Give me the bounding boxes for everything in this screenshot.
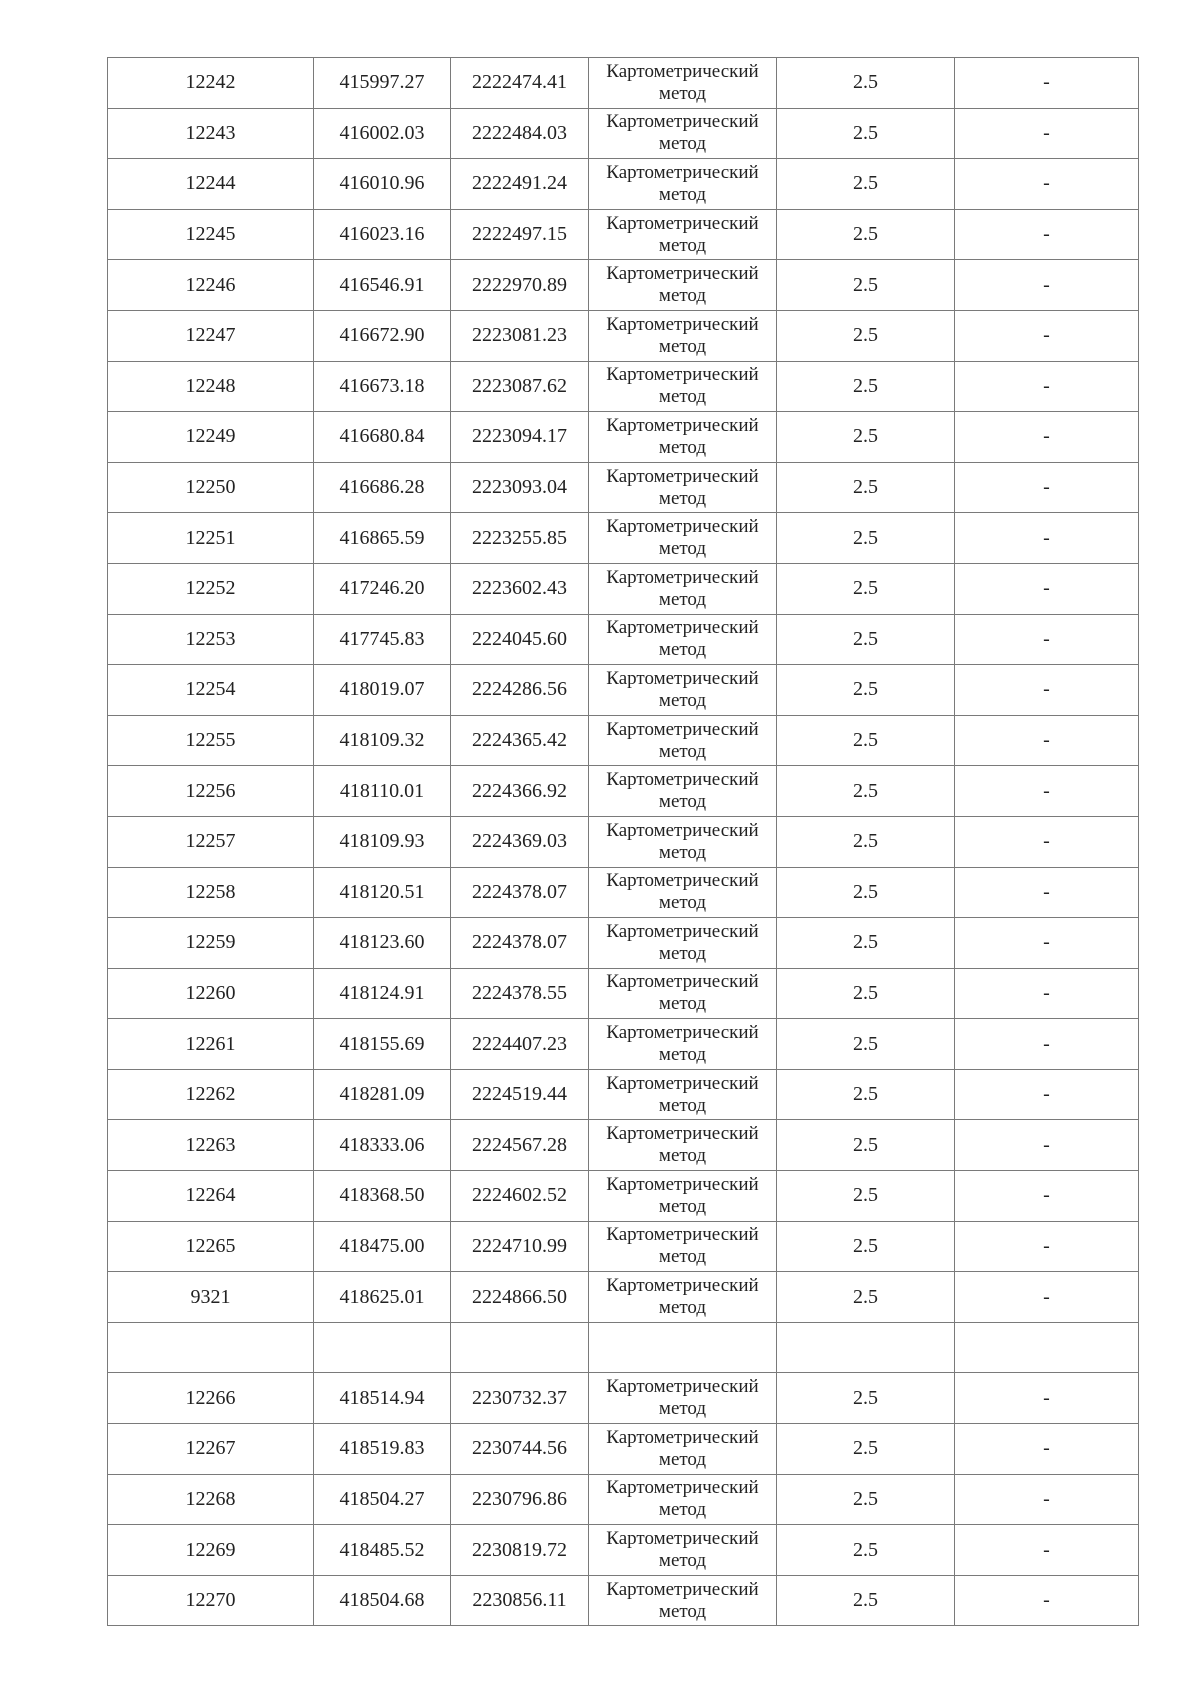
note-cell: - bbox=[955, 260, 1139, 311]
accuracy-cell: 2.5 bbox=[777, 715, 955, 766]
note-cell: - bbox=[955, 209, 1139, 260]
y-coordinate-cell: 2223602.43 bbox=[451, 563, 589, 614]
method-cell: Картометрический метод bbox=[589, 867, 777, 918]
y-coordinate-cell: 2224407.23 bbox=[451, 1019, 589, 1070]
accuracy-cell: 2.5 bbox=[777, 412, 955, 463]
accuracy-cell: 2.5 bbox=[777, 462, 955, 513]
y-coordinate-cell: 2230732.37 bbox=[451, 1373, 589, 1424]
method-cell: Картометрический метод bbox=[589, 1171, 777, 1222]
method-cell: Картометрический метод bbox=[589, 412, 777, 463]
note-cell: - bbox=[955, 159, 1139, 210]
y-coordinate-cell: 2224710.99 bbox=[451, 1221, 589, 1272]
x-coordinate-cell: 418019.07 bbox=[314, 665, 451, 716]
x-coordinate-cell: 416672.90 bbox=[314, 310, 451, 361]
accuracy-cell: 2.5 bbox=[777, 1474, 955, 1525]
accuracy-cell: 2.5 bbox=[777, 159, 955, 210]
table-row bbox=[108, 1171, 1139, 1222]
y-coordinate-cell: 2224378.07 bbox=[451, 867, 589, 918]
note-cell: - bbox=[955, 766, 1139, 817]
note-cell: - bbox=[955, 1575, 1139, 1626]
y-coordinate-cell: 2230856.11 bbox=[451, 1575, 589, 1626]
point-number-cell: 12253 bbox=[108, 614, 314, 665]
point-number-cell: 12264 bbox=[108, 1171, 314, 1222]
table-row bbox=[108, 665, 1139, 716]
method-cell: Картометрический метод bbox=[589, 1120, 777, 1171]
table-row bbox=[108, 1474, 1139, 1525]
table-row bbox=[108, 58, 1139, 109]
point-number-cell: 12252 bbox=[108, 563, 314, 614]
table-row bbox=[108, 1575, 1139, 1626]
x-coordinate-cell: 418504.27 bbox=[314, 1474, 451, 1525]
point-number-cell: 12242 bbox=[108, 58, 314, 109]
accuracy-cell: 2.5 bbox=[777, 968, 955, 1019]
point-number-cell: 12259 bbox=[108, 918, 314, 969]
y-coordinate-cell: 2223094.17 bbox=[451, 412, 589, 463]
method-cell: Картометрический метод bbox=[589, 766, 777, 817]
accuracy-cell: 2.5 bbox=[777, 1221, 955, 1272]
table-row bbox=[108, 159, 1139, 210]
table-row bbox=[108, 563, 1139, 614]
accuracy-cell: 2.5 bbox=[777, 1575, 955, 1626]
accuracy-cell: 2.5 bbox=[777, 614, 955, 665]
method-cell: Картометрический метод bbox=[589, 209, 777, 260]
y-coordinate-cell: 2224366.92 bbox=[451, 766, 589, 817]
method-cell: Картометрический метод bbox=[589, 1575, 777, 1626]
x-coordinate-cell: 418281.09 bbox=[314, 1069, 451, 1120]
y-coordinate-cell bbox=[451, 1322, 589, 1373]
accuracy-cell: 2.5 bbox=[777, 1525, 955, 1576]
method-cell: Картометрический метод bbox=[589, 1424, 777, 1475]
note-cell: - bbox=[955, 1525, 1139, 1576]
accuracy-cell: 2.5 bbox=[777, 209, 955, 260]
method-cell: Картометрический метод bbox=[589, 361, 777, 412]
table-row bbox=[108, 1120, 1139, 1171]
x-coordinate-cell: 416002.03 bbox=[314, 108, 451, 159]
x-coordinate-cell: 418519.83 bbox=[314, 1424, 451, 1475]
accuracy-cell bbox=[777, 1322, 955, 1373]
x-coordinate-cell: 418504.68 bbox=[314, 1575, 451, 1626]
table-row bbox=[108, 1525, 1139, 1576]
y-coordinate-cell: 2224045.60 bbox=[451, 614, 589, 665]
note-cell: - bbox=[955, 968, 1139, 1019]
accuracy-cell: 2.5 bbox=[777, 563, 955, 614]
method-cell: Картометрический метод bbox=[589, 715, 777, 766]
table-row bbox=[108, 614, 1139, 665]
table-row bbox=[108, 462, 1139, 513]
point-number-cell: 12251 bbox=[108, 513, 314, 564]
note-cell: - bbox=[955, 310, 1139, 361]
x-coordinate-cell: 418368.50 bbox=[314, 1171, 451, 1222]
point-number-cell: 12267 bbox=[108, 1424, 314, 1475]
table-row bbox=[108, 1019, 1139, 1070]
table-row bbox=[108, 310, 1139, 361]
y-coordinate-cell: 2222474.41 bbox=[451, 58, 589, 109]
point-number-cell: 12263 bbox=[108, 1120, 314, 1171]
table-row bbox=[108, 968, 1139, 1019]
note-cell: - bbox=[955, 108, 1139, 159]
note-cell: - bbox=[955, 614, 1139, 665]
method-cell: Картометрический метод bbox=[589, 614, 777, 665]
x-coordinate-cell: 418333.06 bbox=[314, 1120, 451, 1171]
point-number-cell: 9321 bbox=[108, 1272, 314, 1323]
y-coordinate-cell: 2222497.15 bbox=[451, 209, 589, 260]
y-coordinate-cell: 2224602.52 bbox=[451, 1171, 589, 1222]
method-cell: Картометрический метод bbox=[589, 1525, 777, 1576]
note-cell: - bbox=[955, 361, 1139, 412]
point-number-cell: 12270 bbox=[108, 1575, 314, 1626]
point-number-cell: 12246 bbox=[108, 260, 314, 311]
method-cell: Картометрический метод bbox=[589, 968, 777, 1019]
point-number-cell: 12266 bbox=[108, 1373, 314, 1424]
point-number-cell: 12256 bbox=[108, 766, 314, 817]
accuracy-cell: 2.5 bbox=[777, 1019, 955, 1070]
accuracy-cell: 2.5 bbox=[777, 1272, 955, 1323]
accuracy-cell: 2.5 bbox=[777, 1373, 955, 1424]
note-cell: - bbox=[955, 1019, 1139, 1070]
note-cell: - bbox=[955, 1221, 1139, 1272]
y-coordinate-cell: 2224365.42 bbox=[451, 715, 589, 766]
note-cell: - bbox=[955, 867, 1139, 918]
point-number-cell: 12249 bbox=[108, 412, 314, 463]
y-coordinate-cell: 2224378.07 bbox=[451, 918, 589, 969]
table-row bbox=[108, 1322, 1139, 1373]
x-coordinate-cell bbox=[314, 1322, 451, 1373]
y-coordinate-cell: 2223087.62 bbox=[451, 361, 589, 412]
x-coordinate-cell: 416680.84 bbox=[314, 412, 451, 463]
x-coordinate-cell: 418475.00 bbox=[314, 1221, 451, 1272]
coordinates-table bbox=[107, 57, 1139, 1626]
table-row bbox=[108, 867, 1139, 918]
y-coordinate-cell: 2223093.04 bbox=[451, 462, 589, 513]
note-cell: - bbox=[955, 1272, 1139, 1323]
x-coordinate-cell: 416865.59 bbox=[314, 513, 451, 564]
y-coordinate-cell: 2224567.28 bbox=[451, 1120, 589, 1171]
method-cell: Картометрический метод bbox=[589, 1373, 777, 1424]
note-cell: - bbox=[955, 665, 1139, 716]
table-row bbox=[108, 1272, 1139, 1323]
table-row bbox=[108, 361, 1139, 412]
note-cell: - bbox=[955, 918, 1139, 969]
coordinates-table-body bbox=[108, 58, 1139, 1626]
method-cell bbox=[589, 1322, 777, 1373]
note-cell: - bbox=[955, 1171, 1139, 1222]
point-number-cell: 12260 bbox=[108, 968, 314, 1019]
accuracy-cell: 2.5 bbox=[777, 513, 955, 564]
point-number-cell: 12265 bbox=[108, 1221, 314, 1272]
method-cell: Картометрический метод bbox=[589, 260, 777, 311]
x-coordinate-cell: 418109.93 bbox=[314, 816, 451, 867]
note-cell: - bbox=[955, 1373, 1139, 1424]
accuracy-cell: 2.5 bbox=[777, 310, 955, 361]
note-cell: - bbox=[955, 1120, 1139, 1171]
method-cell: Картометрический метод bbox=[589, 1221, 777, 1272]
method-cell: Картометрический метод bbox=[589, 563, 777, 614]
y-coordinate-cell: 2224378.55 bbox=[451, 968, 589, 1019]
y-coordinate-cell: 2230796.86 bbox=[451, 1474, 589, 1525]
note-cell bbox=[955, 1322, 1139, 1373]
table-row bbox=[108, 1069, 1139, 1120]
table-row bbox=[108, 715, 1139, 766]
note-cell: - bbox=[955, 816, 1139, 867]
x-coordinate-cell: 416673.18 bbox=[314, 361, 451, 412]
method-cell: Картометрический метод bbox=[589, 816, 777, 867]
table-row bbox=[108, 513, 1139, 564]
accuracy-cell: 2.5 bbox=[777, 766, 955, 817]
point-number-cell: 12269 bbox=[108, 1525, 314, 1576]
point-number-cell: 12255 bbox=[108, 715, 314, 766]
y-coordinate-cell: 2224286.56 bbox=[451, 665, 589, 716]
table-row bbox=[108, 1221, 1139, 1272]
method-cell: Картометрический метод bbox=[589, 918, 777, 969]
point-number-cell: 12247 bbox=[108, 310, 314, 361]
table-row bbox=[108, 209, 1139, 260]
y-coordinate-cell: 2230744.56 bbox=[451, 1424, 589, 1475]
note-cell: - bbox=[955, 563, 1139, 614]
y-coordinate-cell: 2223255.85 bbox=[451, 513, 589, 564]
x-coordinate-cell: 418625.01 bbox=[314, 1272, 451, 1323]
method-cell: Картометрический метод bbox=[589, 310, 777, 361]
x-coordinate-cell: 416023.16 bbox=[314, 209, 451, 260]
accuracy-cell: 2.5 bbox=[777, 867, 955, 918]
point-number-cell: 12245 bbox=[108, 209, 314, 260]
y-coordinate-cell: 2224369.03 bbox=[451, 816, 589, 867]
point-number-cell: 12244 bbox=[108, 159, 314, 210]
y-coordinate-cell: 2230819.72 bbox=[451, 1525, 589, 1576]
accuracy-cell: 2.5 bbox=[777, 108, 955, 159]
table-row bbox=[108, 918, 1139, 969]
point-number-cell bbox=[108, 1322, 314, 1373]
x-coordinate-cell: 418120.51 bbox=[314, 867, 451, 918]
accuracy-cell: 2.5 bbox=[777, 918, 955, 969]
method-cell: Картометрический метод bbox=[589, 1272, 777, 1323]
method-cell: Картометрический метод bbox=[589, 58, 777, 109]
point-number-cell: 12258 bbox=[108, 867, 314, 918]
method-cell: Картометрический метод bbox=[589, 513, 777, 564]
note-cell: - bbox=[955, 462, 1139, 513]
y-coordinate-cell: 2224866.50 bbox=[451, 1272, 589, 1323]
accuracy-cell: 2.5 bbox=[777, 816, 955, 867]
accuracy-cell: 2.5 bbox=[777, 1069, 955, 1120]
method-cell: Картометрический метод bbox=[589, 1474, 777, 1525]
note-cell: - bbox=[955, 1474, 1139, 1525]
method-cell: Картометрический метод bbox=[589, 1019, 777, 1070]
x-coordinate-cell: 416010.96 bbox=[314, 159, 451, 210]
accuracy-cell: 2.5 bbox=[777, 1424, 955, 1475]
table-row bbox=[108, 412, 1139, 463]
point-number-cell: 12257 bbox=[108, 816, 314, 867]
accuracy-cell: 2.5 bbox=[777, 260, 955, 311]
method-cell: Картометрический метод bbox=[589, 665, 777, 716]
accuracy-cell: 2.5 bbox=[777, 361, 955, 412]
y-coordinate-cell: 2222491.24 bbox=[451, 159, 589, 210]
y-coordinate-cell: 2222484.03 bbox=[451, 108, 589, 159]
accuracy-cell: 2.5 bbox=[777, 665, 955, 716]
table-row bbox=[108, 108, 1139, 159]
x-coordinate-cell: 418485.52 bbox=[314, 1525, 451, 1576]
point-number-cell: 12254 bbox=[108, 665, 314, 716]
accuracy-cell: 2.5 bbox=[777, 58, 955, 109]
x-coordinate-cell: 417745.83 bbox=[314, 614, 451, 665]
table-row bbox=[108, 260, 1139, 311]
table-row bbox=[108, 1424, 1139, 1475]
point-number-cell: 12268 bbox=[108, 1474, 314, 1525]
method-cell: Картометрический метод bbox=[589, 108, 777, 159]
table-row bbox=[108, 816, 1139, 867]
point-number-cell: 12261 bbox=[108, 1019, 314, 1070]
note-cell: - bbox=[955, 412, 1139, 463]
x-coordinate-cell: 418514.94 bbox=[314, 1373, 451, 1424]
x-coordinate-cell: 416546.91 bbox=[314, 260, 451, 311]
table-row bbox=[108, 1373, 1139, 1424]
x-coordinate-cell: 418109.32 bbox=[314, 715, 451, 766]
x-coordinate-cell: 418110.01 bbox=[314, 766, 451, 817]
method-cell: Картометрический метод bbox=[589, 1069, 777, 1120]
x-coordinate-cell: 418124.91 bbox=[314, 968, 451, 1019]
point-number-cell: 12248 bbox=[108, 361, 314, 412]
point-number-cell: 12262 bbox=[108, 1069, 314, 1120]
x-coordinate-cell: 418155.69 bbox=[314, 1019, 451, 1070]
point-number-cell: 12243 bbox=[108, 108, 314, 159]
y-coordinate-cell: 2224519.44 bbox=[451, 1069, 589, 1120]
accuracy-cell: 2.5 bbox=[777, 1120, 955, 1171]
x-coordinate-cell: 418123.60 bbox=[314, 918, 451, 969]
note-cell: - bbox=[955, 513, 1139, 564]
table-row bbox=[108, 766, 1139, 817]
point-number-cell: 12250 bbox=[108, 462, 314, 513]
accuracy-cell: 2.5 bbox=[777, 1171, 955, 1222]
x-coordinate-cell: 416686.28 bbox=[314, 462, 451, 513]
note-cell: - bbox=[955, 1069, 1139, 1120]
x-coordinate-cell: 417246.20 bbox=[314, 563, 451, 614]
x-coordinate-cell: 415997.27 bbox=[314, 58, 451, 109]
y-coordinate-cell: 2223081.23 bbox=[451, 310, 589, 361]
note-cell: - bbox=[955, 715, 1139, 766]
y-coordinate-cell: 2222970.89 bbox=[451, 260, 589, 311]
note-cell: - bbox=[955, 58, 1139, 109]
method-cell: Картометрический метод bbox=[589, 462, 777, 513]
note-cell: - bbox=[955, 1424, 1139, 1475]
method-cell: Картометрический метод bbox=[589, 159, 777, 210]
